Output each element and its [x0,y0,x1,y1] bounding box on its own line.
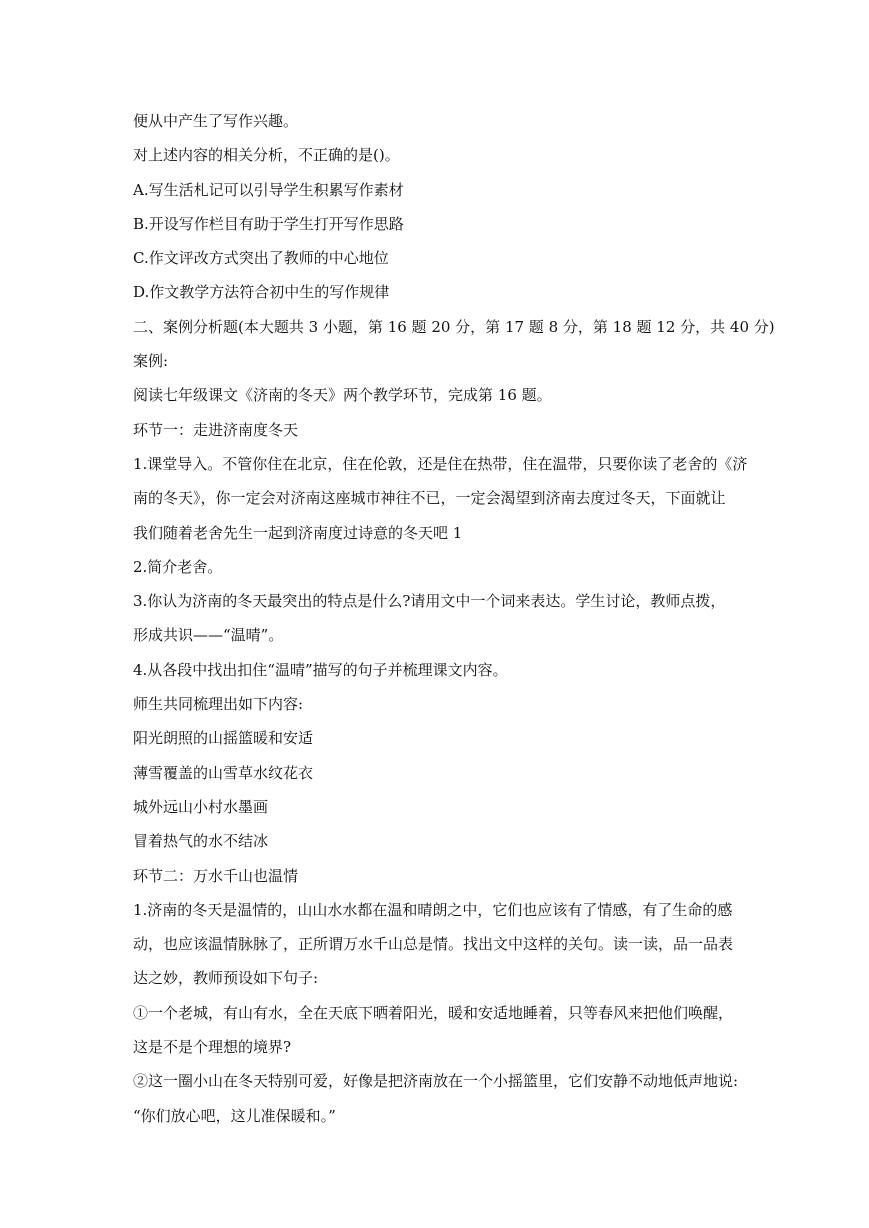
text-line: 师生共同梳理出如下内容: [133,695,304,714]
summary-item: 城外远山小村水墨画 [133,797,269,816]
text-line: ①一个老城，有山有水，全在天底下晒着阳光，暖和安适地睡着，只等春风来把他们唤醒， [133,1003,734,1022]
option-a: A.写生活札记可以引导学生积累写作素材 [133,180,404,199]
text-line: “你们放心吧，这儿准保暖和。” [133,1106,336,1125]
case-label: 案例: [133,352,169,371]
step-one-heading: 环节一：走进济南度冬天 [133,420,299,439]
option-c: C.作文评改方式突出了教师的中心地位 [133,249,389,268]
question-stem: 对上述内容的相关分析，不正确的是()。 [133,146,400,165]
section-heading: 二、案例分析题(本大题共 3 小题，第 16 题 20 分，第 17 题 8 分，第 18 题 12 分，共 40 分) [133,317,775,336]
option-d: D.作文教学方法符合初中生的写作规律 [133,283,390,302]
text-line: 3.你认为济南的冬天最突出的特点是什么?请用文中一个词来表达。学生讨论，教师点拨， [133,592,726,611]
document-body [133,104,775,1133]
case-instruction: 阅读七年级课文《济南的冬天》两个教学环节，完成第 16 题。 [133,386,552,405]
text-line: 便从中产生了写作兴趣。 [133,112,299,130]
text-line: 2.简介老舍。 [133,557,223,576]
summary-item: 阳光朗照的山摇篮暖和安适 [133,729,314,748]
text-line: 达之妙，教师预设如下句子: [133,969,319,988]
option-b: B.开设写作栏目有助于学生打开写作思路 [133,214,404,233]
step-two-heading: 环节二：万水千山也温情 [133,866,299,885]
text-line: 4.从各段中找出扣住“温晴”描写的句子并梳理课文内容。 [133,660,508,679]
text-line: 我们随着老舍先生一起到济南度过诗意的冬天吧 1 [133,523,463,542]
text-line: ②这一圈小山在冬天特别可爱，好像是把济南放在一个小摇篮里，它们安静不动地低声地说: [133,1072,739,1091]
text-line: 动，也应该温情脉脉了，正所谓万水千山总是情。找出文中这样的关句。读一读，品一品表 [133,935,734,954]
text-line: 南的冬天》，你一定会对济南这座城市神往不已，一定会渴望到济南去度过冬天，下面就让 [133,489,726,508]
text-line: 形成共识——“温晴”。 [133,626,284,645]
summary-item: 冒着热气的水不结冰 [133,832,269,851]
summary-item: 薄雪覆盖的山雪草水纹花衣 [133,763,314,782]
text-line: 这是不是个理想的境界? [133,1038,292,1057]
text-line: 1.课堂导入。不管你住在北京，住在伦敦，还是住在热带，住在温带，只要你读了老舍的《济 [133,454,748,473]
text-line: 1.济南的冬天是温情的，山山水水都在温和晴朗之中，它们也应该有了情感，有了生命的感 [133,900,733,919]
